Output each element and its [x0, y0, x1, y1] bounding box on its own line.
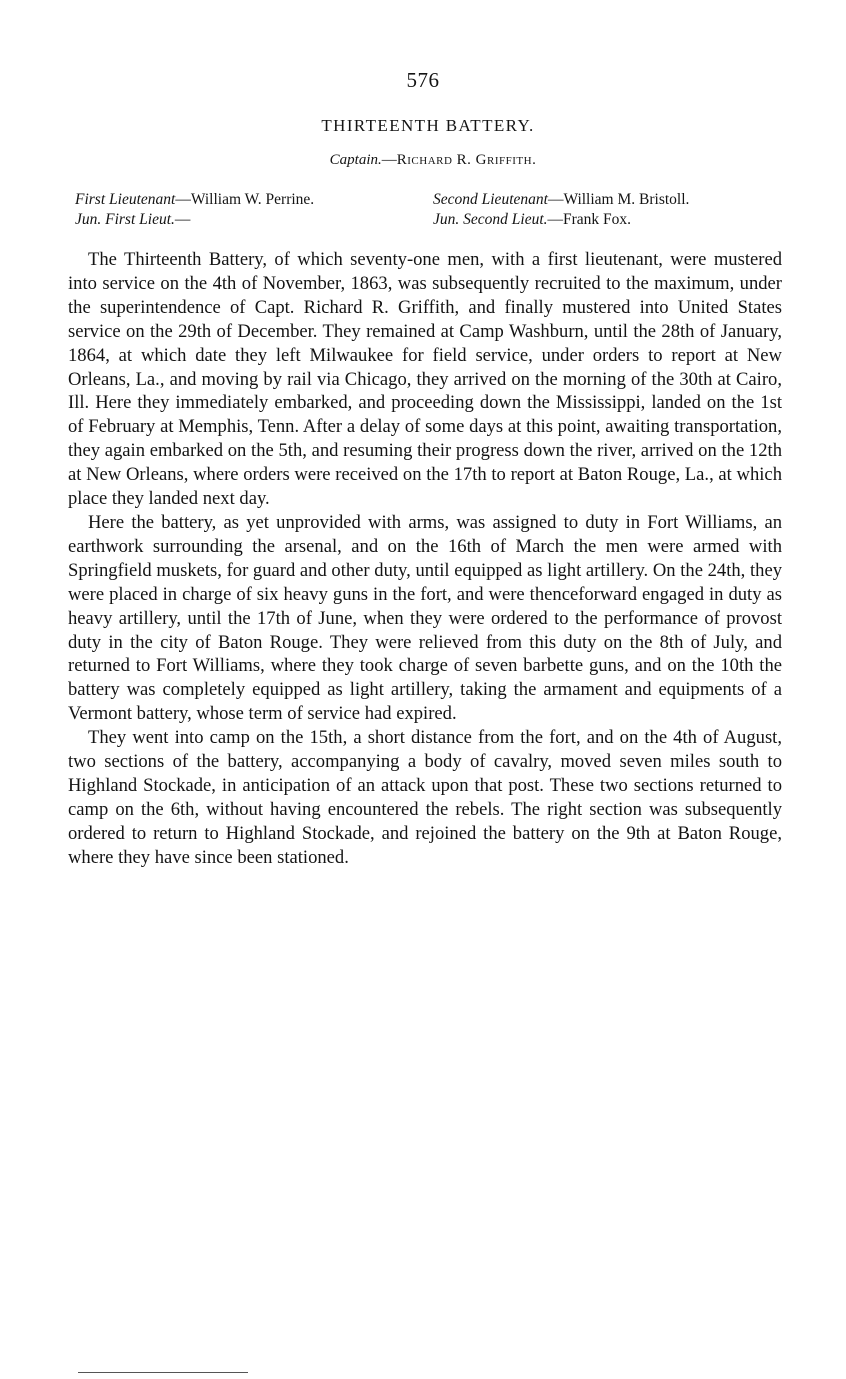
jun-second-lieut-line — [433, 210, 793, 230]
jun-second-lieut-role: Jun. Second Lieut. — [433, 211, 548, 228]
footer-rule — [78, 1372, 248, 1373]
second-lieutenant-role: Second Lieutenant — [433, 191, 548, 208]
captain-name: Richard R. Griffith. — [396, 152, 537, 168]
paragraph: They went into camp on the 15th, a short distance from the fort, and on the 4th of August, two sections of the battery, accompanying a body of cavalry, moved seven miles south to Highland Stockade, in anticipation of an attack upon that post. These two sections returned to camp on the 6th, without having encountered the rebels. The right section was subsequently ordered to return to Highland Stockade, and rejoined the battery on the 9th at Baton Rouge, where they have since been stationed. — [68, 727, 782, 868]
paragraph: The Thirteenth Battery, of which seventy-one men, with a first lieutenant, were mustered into service on the 4th of November, 1863, was subsequently recruited to the maximum, under the superintendence of Capt. Richard R. Griffith, and finally mustered into United States service on the 29th of December. They remained at Camp Washburn, until the 28th of January, 1864, at which date they left Milwaukee for field service, under orders to report at New Orleans, La., and moving by rail via Chicago, they arrived on the morning of the 30th at Cairo, Ill. Here they immediately embarked, and proceeding down the Mississippi, landed on the 1st of February at Memphis, Tenn. After a delay of some days at this point, awaiting transportation, they again embarked on the 5th, and resuming their progress down the river, arrived on the 12th at New Orleans, where orders were received on the 17th to report at Baton Rouge, La., at which place they landed next day. — [68, 249, 782, 510]
captain-line — [0, 152, 846, 169]
body-text — [68, 248, 782, 870]
jun-first-lieut-line — [75, 210, 425, 230]
first-lieutenant-role: First Lieutenant — [75, 191, 176, 208]
first-lieutenant-line — [75, 190, 425, 210]
captain-dash: — — [381, 152, 397, 168]
jun-first-lieut-role: Jun. First Lieut. — [75, 211, 175, 228]
officers-right-column — [433, 190, 793, 230]
captain-role: Captain. — [329, 152, 382, 168]
officers-left-column — [75, 190, 425, 230]
jun-first-lieut-name: — — [174, 211, 191, 228]
second-lieutenant-name: —William M. Bristoll. — [547, 191, 690, 208]
first-lieutenant-name: —William W. Perrine. — [175, 191, 315, 208]
second-lieutenant-line — [433, 190, 793, 210]
jun-second-lieut-name: —Frank Fox. — [547, 211, 632, 228]
section-title: THIRTEENTH BATTERY. — [321, 116, 535, 135]
page-number: 576 — [406, 68, 440, 92]
paragraph: Here the battery, as yet unprovided with arms, was assigned to duty in Fort Williams, an earthwork surrounding the arsenal, and on the 16th of March the men were armed with Springfield muskets, for guard and other duty, until equipped as light artillery. On the 24th, they were placed in charge of six heavy guns in the fort, and were thenceforward engaged in duty as heavy artillery, until the 17th of June, when they were ordered to the performance of provost duty in the city of Baton Rouge. They were relieved from this duty on the 8th of July, and returned to Fort Williams, where they took charge of seven barbette guns, and on the 10th the battery was completely equipped as light artillery, taking the armament and equipments of a Vermont battery, whose term of service had expired. — [68, 511, 782, 725]
